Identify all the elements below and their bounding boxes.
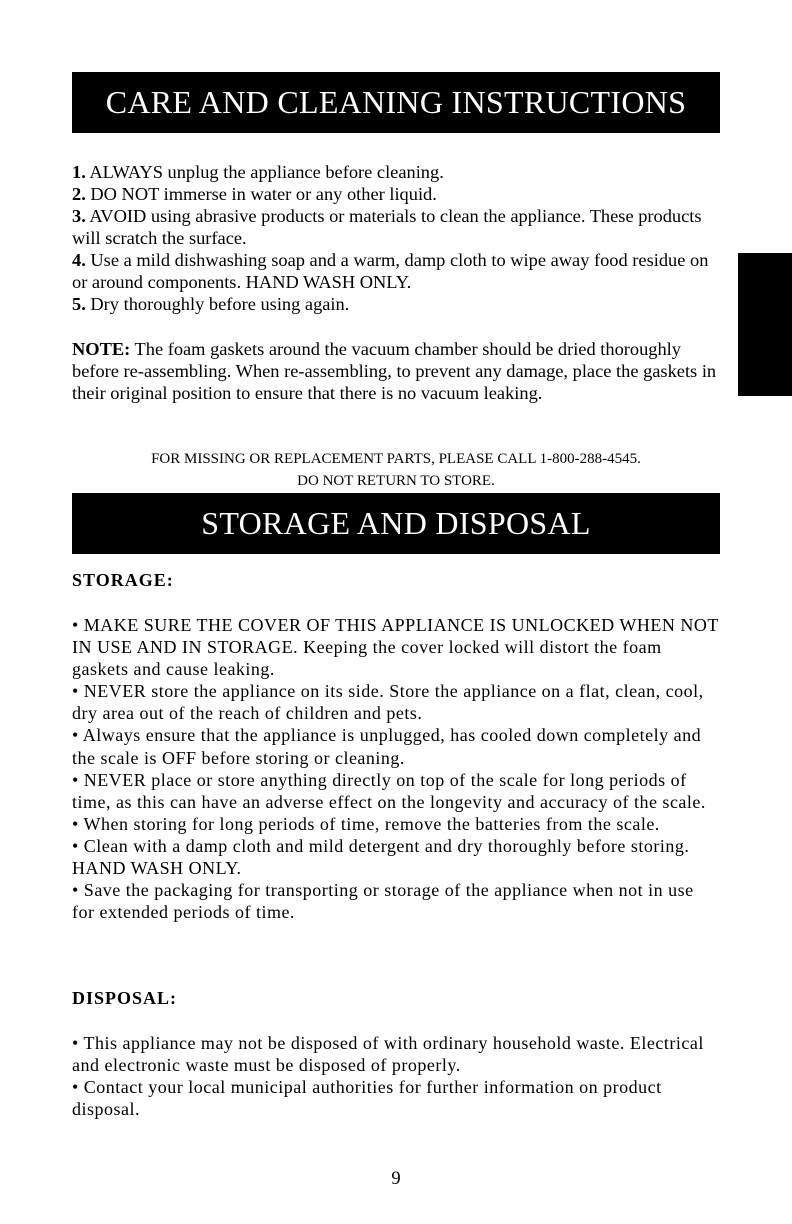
disposal-heading: DISPOSAL: bbox=[72, 988, 178, 1008]
care-cleaning-banner bbox=[72, 72, 720, 133]
replacement-parts-notice bbox=[72, 448, 720, 492]
step-text: Use a mild dishwashing soap and a warm, damp cloth to wipe away food residue on or around components. HAND WASH ONLY. bbox=[72, 250, 709, 292]
care-note bbox=[72, 338, 720, 404]
section-tab-marker bbox=[738, 253, 792, 396]
disposal-bullet-list bbox=[72, 1032, 720, 1120]
note-text: The foam gaskets around the vacuum chamber should be dried thoroughly before re-assembling. When re-assembling, to prevent any damage, place the gaskets in their original position to ensure that there is no vacuum leaking. bbox=[72, 339, 717, 403]
step-text: AVOID using abrasive products or materials to clean the appliance. These products will scratch the surface. bbox=[72, 206, 702, 248]
step-number: 4. bbox=[72, 250, 86, 270]
parts-phone-line: FOR MISSING OR REPLACEMENT PARTS, PLEASE CALL 1-800-288-4545. bbox=[151, 451, 641, 467]
storage-bullet: • Save the packaging for transporting or storage of the appliance when not in use for extended periods of time. bbox=[72, 880, 694, 923]
storage-bullet: • Always ensure that the appliance is unplugged, has cooled down completely and the scale is OFF before storing or cleaning. bbox=[72, 725, 702, 768]
storage-bullet: • Clean with a damp cloth and mild detergent and dry thoroughly before storing. HAND WASH ONLY. bbox=[72, 835, 690, 879]
storage-heading: STORAGE: bbox=[72, 570, 174, 590]
step-text: ALWAYS unplug the appliance before cleaning. bbox=[85, 162, 444, 182]
care-step bbox=[72, 183, 720, 205]
storage-bullet: • When storing for long periods of time, remove the batteries from the scale. bbox=[72, 813, 660, 834]
storage-bullet: • NEVER store the appliance on its side. Store the appliance on a flat, clean, cool, dry area out of the reach of children and pets. bbox=[72, 681, 704, 724]
page-number: 9 bbox=[391, 1169, 401, 1189]
note-label: NOTE: bbox=[72, 339, 131, 359]
care-step bbox=[72, 293, 720, 315]
disposal-bullet: • This appliance may not be disposed of with ordinary household waste. Electrical and electronic waste must be disposed of properly. bbox=[72, 1033, 704, 1076]
care-step bbox=[72, 205, 720, 249]
step-number: 5. bbox=[72, 294, 86, 314]
care-cleaning-title: CARE AND CLEANING INSTRUCTIONS bbox=[105, 84, 687, 120]
storage-disposal-banner bbox=[72, 493, 720, 554]
care-step bbox=[72, 249, 720, 293]
step-text: DO NOT immerse in water or any other liquid. bbox=[85, 184, 437, 204]
care-step bbox=[72, 161, 720, 183]
storage-bullet: • MAKE SURE THE COVER OF THIS APPLIANCE IS UNLOCKED WHEN NOT IN USE AND IN STORAGE. Keeping the cover locked will distort the foam gaskets and cause leaking. bbox=[72, 615, 719, 680]
storage-bullet-list bbox=[72, 614, 720, 923]
step-number: 1. bbox=[72, 162, 86, 182]
step-text: Dry thoroughly before using again. bbox=[85, 294, 350, 314]
storage-disposal-title: STORAGE AND DISPOSAL bbox=[201, 505, 591, 541]
storage-bullet: • NEVER place or store anything directly on top of the scale for long periods of time, as this can have an adverse effect on the longevity and accuracy of the scale. bbox=[72, 769, 706, 812]
disposal-bullet: • Contact your local municipal authorities for further information on product disposal. bbox=[72, 1077, 662, 1120]
care-steps-list bbox=[72, 161, 720, 315]
parts-return-line: DO NOT RETURN TO STORE. bbox=[297, 473, 495, 489]
step-number: 3. bbox=[72, 206, 86, 226]
step-number: 2. bbox=[72, 184, 86, 204]
